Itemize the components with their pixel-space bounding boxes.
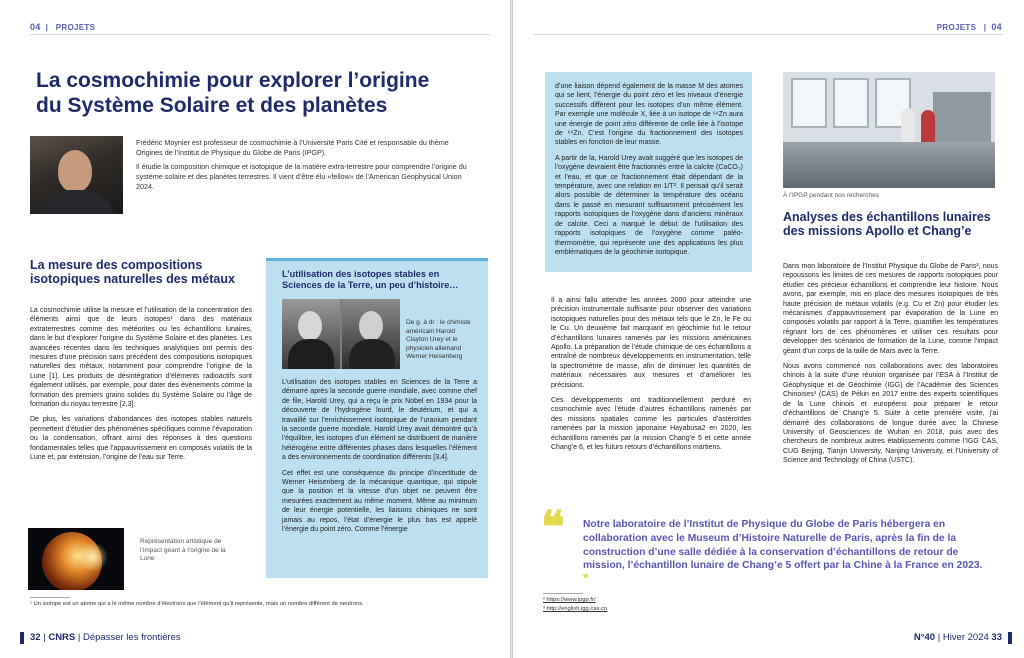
urey-body [288, 339, 334, 369]
section-heading: La mesure des compositions isotopiques naturelles des métaux [30, 258, 235, 286]
analyses-paragraph-1: Dans mon laboratoire de l’Institut Physique du Globe de Paris², nous repoussons les limites de ces mesures de rapports isotopiques pour étudier ces précieux échantillons et comprendre leur histoire. Nous avons, par exemple, mis en place des mesures isotopiques de très haute précision de métaux volatils (e.g. Cu et Zn) pour étudier les mécanismes d’appauvrissement par évaporation de la Lune en composés volatils par rapport à la Terre, quantifier les températures régnant lors de ces phénomènes et utiliser ces résultats pour développer des scénarios de formation de la Lune, comme l’impact géant d’un corps de la taille de Mars avec la Terre. [783, 263, 998, 355]
page-number: 33 [991, 632, 1002, 643]
bio-paragraph-1: Frédéric Moynier est professeur de cosmochimie à l’Université Paris Cité et responsable du thème Origines de l’Institut de Physique du Globe de Paris (IPGP). [136, 138, 449, 157]
quote-open-icon: ❝ [541, 502, 565, 553]
urey-face [298, 311, 322, 341]
sidebox-cont-paragraph-1: d’une liaison dépend également de la masse M des atomes qui se lient, l’énergie du point zéro et les niveaux d’énergie successifs diffèrent pour les isotopes d’un même élément. Par exemple une molécule X, liée à un isotope de ⁶⁶Zn aura une énergie de point zéro différente de celle liée à l’isotope de ⁶⁴Zn. C’est l’origine du fractionnement des isotopes stables en fonction de leur masse. [555, 83, 743, 147]
heisenberg-body [349, 339, 395, 369]
footnote-2[interactable] [543, 596, 743, 604]
lab-photo-caption: À l’IPGP pendant nos recherches [783, 192, 879, 199]
page-header-left: 04 | PROJETS [30, 22, 96, 32]
quote-close-icon: ❞ [583, 574, 589, 586]
heisenberg-face [359, 311, 383, 341]
analyses-paragraph-2: Nous avons commencé nos collaborations avec des laboratoires chinois à la suite d’une réunion organisée par l’ESA à l’Institut de Géophysique et de Géochimie (IGG) de l’Académie des Sciences Chinoises³ (CAS) de Pékin en 2017 entre des experts scientifiques de la Lune chinois et européens pour préparer le retour d’échantillons de Chang’e 5. Suite à cette première visite, j’ai démarré des collaborations de longue durée avec la Chinese University of Geosciences de Wuhan en 2018, puis avec des chercheurs de nombreux autres établissements comme l’IGG CAS, CUG Beijing, Tianjin University, Nanjing University, et l’University of Science and Technology of China (USTC). [783, 363, 998, 465]
lab-person [921, 110, 935, 142]
history-body [551, 296, 751, 459]
footer-bar [1008, 632, 1012, 644]
footnote-3[interactable] [543, 605, 743, 613]
history-paragraph-2: Ces développements ont traditionnellement perduré en cosmochimie avec l’étude d’autres échantillons ramenés par des missions spatiales comme les particules d’astéroïdes ramenées par la mission japonaise Hayabusa2 en 2020, les échantillons ramenés par la mission Chang’e 5 et cette année Chang’e 6, et les futurs retours d’échantillons martiens. [551, 397, 751, 452]
footer-bar [20, 632, 24, 644]
footnote-rule [543, 593, 583, 594]
footnote-link-igg[interactable]: ³ http://english.igg.cas.cn [543, 606, 608, 612]
bio-paragraph-2: Il étudie la composition chimique et isotopique de la matière extra-terrestre pour comprendre l’origine du système solaire et des planètes terrestres. Il vient d’être élu «fellow» de l’American Geophysical Union 2024. [136, 162, 467, 191]
section-heading: Analyses des échantillons lunaires des missions Apollo et Chang’e [783, 210, 991, 238]
lab-fume-hood [933, 92, 991, 142]
sidebox-cont-paragraph-2: A partir de la, Harold Urey avait suggéré que les isotopes de l’oxygène devraient être fractionnés entre la calcite (CaCO₃) et l’eau, et que ce fractionnement était dépendant de la température, avec une relation en 1/T². Il pensait qu’il serait alors possible de déterminer la température des océans dans le passé en mesurant suffisamment précisément les rapports isotopiques de l’oxygène dans d’anciens minéraux de calcite. Ceci a marqué le début de l’utilisation des rapports isotopiques de l’oxygène comme paléo-thermomètre, qui représente une des applications les plus emblématiques de la géochimie isotopique. [555, 154, 743, 256]
left-page [0, 0, 510, 658]
portrait-face [58, 150, 92, 192]
history-paragraph-1: Il a ainsi fallu attendre les années 2000 pour atteindre une précision instrumentale suffisante pour observer des variations isotopiques naturelles pour des métaux tels que le Zn, le Fe ou le Cu. Un deuxième fait marquant en géochimie fut le retour d’échantillons lunaires ramenés par les missions américaines Apollo. La préparation de l’étude chimique de ces échantillons a entraîné de nombreux développements en instrumentation, telle la spectrométrie de masse, afin de diminuer les quantités de matériaux nécessaires aux mesures et d’améliorer les précisions. [551, 297, 751, 389]
footer-left: 32 | CNRS | Dépasser les frontières [30, 632, 181, 643]
portrait-suit [40, 190, 114, 214]
pull-quote-text [583, 518, 983, 587]
sidebox-paragraph-2: Cet effet est une conséquence du principe d’incertitude de Werner Heisenberg de la mécanique quantique, qui stipule que la position et la vitesse d’un objet ne peuvent être mesurées exactement au même moment. Même au minimum de leur énergie potentielle, les liaisons chimiques ne sont jamais au repos, l’état d’énergie le plus bas est appelé l’énergie du point zéro. Comme l’énergie [282, 469, 477, 534]
brand-name: CNRS [48, 632, 76, 643]
section-body [30, 306, 252, 469]
analyses-body [783, 262, 998, 472]
lab-window [833, 78, 869, 128]
section-paragraph-2: De plus, les variations d’abondances des isotopes stables naturels permettent d’étudier des phénomènes spécifiques comme l’évaporation ou la condensation, offrant ainsi des réponses à des questions fondamentales telles que l’appauvrissement en composés volatils de la Lune et, par extension, l’origine de l’eau sur Terre. [30, 416, 252, 462]
impact-image-caption: Représentation artistique de l’impact géant à l’origine de la Lune [140, 538, 226, 562]
footnote: ¹ Un isotope est un atome qui a le même nombre d’électrons que l’élément qu’il représente, mais un nombre différent de neutrons. [30, 601, 364, 607]
impact-glow [78, 542, 108, 572]
footnote-link-ipgp[interactable]: ² https://www.ipgp.fr/ [543, 597, 596, 603]
section-label: PROJETS [936, 23, 977, 32]
right-page [513, 0, 1024, 658]
page-header-right: PROJETS | 04 [936, 22, 1002, 32]
quote-body: Notre laboratoire de l’Institut de Physique du Globe de Paris hébergera en collaboration avec le Museum d’Histoire Naturelle de Paris, après la fin de la construction d’une salle dédiée à la conservation d’échantillons de retour de mission, l’échantillon lunaire de Chang’e 5 offert par la Chine à la France en 2023. [583, 519, 983, 572]
page-number: 32 [30, 632, 41, 643]
sidebox-continuation-text [555, 82, 743, 263]
lab-window [791, 78, 827, 128]
section-number: 04 [991, 22, 1002, 32]
header-rule [30, 34, 490, 35]
article-title: La cosmochimie pour explorer l’origine du Système Solaire et des planètes [36, 69, 430, 117]
giant-impact-image [28, 528, 124, 590]
sidebox-photo-caption: De g. à dr : le chimiste américain Harold Clayton Urey et le physicien allemand Werner Heisenberg [406, 319, 471, 360]
author-portrait [30, 136, 123, 214]
urey-heisenberg-photo [282, 299, 400, 369]
ipgp-lab-photo [783, 72, 995, 188]
section-paragraph-1: La cosmochimie utilise la mesure et l’utilisation de la concentration des éléments ainsi que de leurs isotopes¹ dans des matériaux extraterrestres comme des météorites ou les échantillons lunaires, dans le but d’explorer l’origine du Système Solaire et des planètes. Les avancées récentes dans les techniques analytiques ont permis des mesures d’une précision sans précédent des compositions isotopiques naturelles des métaux, notamment pour comprendre l’origine de la Lune [1]. Les produits de désintégration d’éléments radioactifs sont également utilisés, par exemple, pour dater des évènements comme la formation des premiers grains solides du Système Solaire ou l’âge de formation du noyau terrestre [2,3]. [30, 307, 252, 409]
sidebox-paragraph-1: L’utilisation des isotopes stables en Sciences de la Terre a démarré après la seconde guerre mondiale, avec comme chef de file, Harold Urey, qui a reçu le prix Nobel en 1934 pour la découverte de l’hydrogène lourd, le deutérium, et qui a travaillé sur l’enrichissement isotopique de l’uranium pendant la seconde guerre mondiale. Harold Urey avait démontré qu’à l’équilibre, les isotopes d’un élément se distribuent de manière hétérogène entre différentes phases dans lesquelles l’élément a des environnements de coordination différents [3,4]. [282, 379, 477, 462]
section-number: 04 [30, 22, 41, 32]
author-bio [136, 138, 476, 196]
magazine-tagline: Dépasser les frontières [83, 632, 181, 643]
history-sidebox [266, 258, 488, 578]
footnote-rule [30, 597, 70, 598]
section-label: PROJETS [55, 23, 96, 32]
sidebox-body [282, 378, 477, 541]
header-rule [533, 34, 1003, 35]
lab-person [901, 108, 915, 142]
footer-right: N°40 | Hiver 2024 33 [913, 632, 1002, 643]
issue-season: Hiver 2024 [942, 632, 989, 643]
issue-number: N°40 [913, 632, 936, 643]
sidebox-title: L’utilisation des isotopes stables en Sciences de la Terre, un peu d’histoire… [282, 269, 459, 290]
lab-bench [783, 142, 995, 188]
